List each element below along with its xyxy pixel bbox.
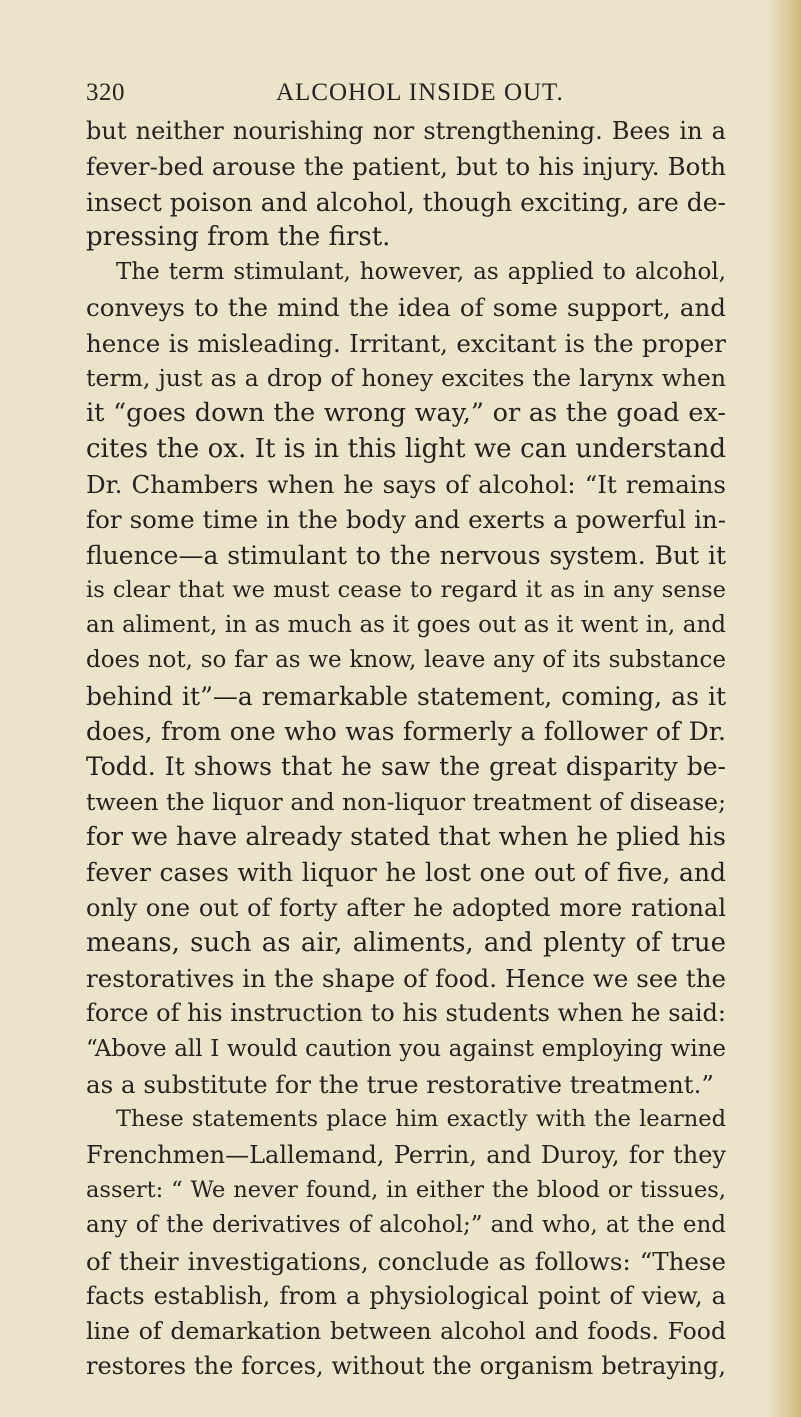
text-line: hence is misleading. Irritant, excitant is the proper xyxy=(86,328,726,358)
text-line: Frenchmen—Lallemand, Perrin, and Duroy, for they xyxy=(86,1140,726,1169)
text-line: restores the forces, without the organism betraying, xyxy=(86,1352,726,1381)
text-line: is clear that we must cease to regard it as in any sense xyxy=(86,576,726,603)
text-line: pressing from the first. xyxy=(86,221,391,252)
text-line: force of his instruction to his students when he said: xyxy=(86,999,726,1028)
text-line: conveys to the mind the idea of some support, and xyxy=(86,293,726,323)
text-line: fever cases with liquor he lost one out of five, and xyxy=(86,858,726,888)
text-line: tween the liquor and non-liquor treatment of disease; xyxy=(86,787,726,816)
text-line: facts establish, from a physiological point of view, a xyxy=(86,1281,726,1310)
text-line: of their investigations, conclude as follows: “These xyxy=(86,1246,726,1276)
text-line: term, just as a drop of honey excites the larynx when xyxy=(86,364,726,393)
text-line: fever-bed arouse the patient, but to his injury. Both xyxy=(86,152,726,182)
text-line: it “goes down the wrong way,” or as the goad ex- xyxy=(86,398,726,429)
text-line: an aliment, in as much as it goes out as it went in, and xyxy=(86,612,726,639)
text-line: but neither nourishing nor strengthening. Bees in a xyxy=(86,117,726,145)
text-line: Todd. It shows that he saw the great disparity be- xyxy=(86,752,726,782)
text-line: as a substitute for the true restorative treatment.” xyxy=(86,1070,714,1100)
text-line: assert: “ We never found, in either the blood or tissues, xyxy=(86,1176,726,1203)
text-line: does, from one who was formerly a follower of Dr. xyxy=(86,717,726,747)
page-header xyxy=(86,78,706,108)
text-line: restoratives in the shape of food. Hence we see the xyxy=(86,964,726,994)
text-line: does not, so far as we know, leave any of its substance xyxy=(86,647,726,674)
running-title: ALCOHOL INSIDE OUT. xyxy=(276,79,564,106)
page-edge-shadow xyxy=(767,0,801,1417)
text-line: for we have already stated that when he plied his xyxy=(86,821,726,852)
page-number: 320 xyxy=(86,79,125,106)
body-text xyxy=(86,114,726,1385)
text-line: means, such as air, aliments, and plenty of true xyxy=(86,927,726,958)
text-line: only one out of forty after he adopted more rational xyxy=(86,893,726,922)
text-line: “Above all I would caution you against employing wine xyxy=(86,1035,726,1062)
text-line: insect poison and alcohol, though exciting, are de- xyxy=(86,187,726,217)
text-line: fluence—a stimulant to the nervous system. But it xyxy=(86,540,726,570)
text-line: The term stimulant, however, as applied to alcohol, xyxy=(116,259,726,286)
text-line: Dr. Chambers when he says of alcohol: “It remains xyxy=(86,469,726,499)
text-line: cites the ox. It is in this light we can understand xyxy=(86,433,726,464)
text-line: any of the derivatives of alcohol;” and who, at the end xyxy=(86,1212,726,1239)
text-line: for some time in the body and exerts a powerful in- xyxy=(86,505,726,535)
text-line: line of demarkation between alcohol and foods. Food xyxy=(86,1317,726,1346)
text-line: behind it”—a remarkable statement, coming, as it xyxy=(86,681,726,711)
text-line: These statements place him exactly with the learned xyxy=(116,1106,726,1133)
